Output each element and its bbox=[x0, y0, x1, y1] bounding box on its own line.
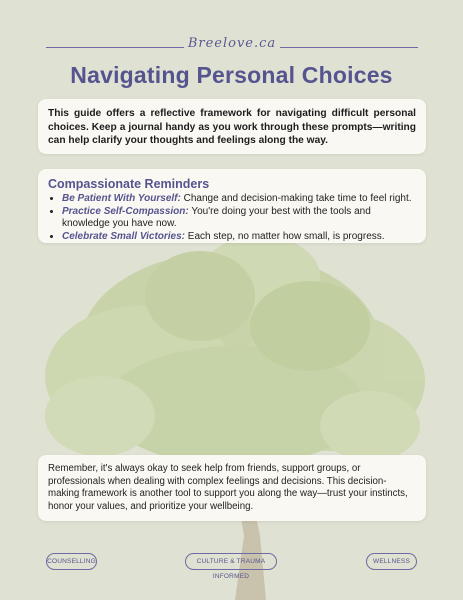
tree-illustration bbox=[30, 236, 430, 600]
reminder-text: You're doing your best with the tools and knowledge you have now. bbox=[62, 205, 371, 229]
tag-counselling[interactable]: COUNSELLING bbox=[46, 553, 97, 570]
list-item bbox=[62, 231, 416, 244]
intro-card bbox=[38, 99, 426, 154]
intro-text: This guide offers a reflective framework for navigating difficult personal choices. Keep a journal handy as you work through these prompts—writing can help clarify your thoughts and feelings along the way. bbox=[48, 108, 416, 146]
tag-wellness[interactable]: WELLNESS bbox=[366, 553, 417, 570]
list-item bbox=[62, 193, 416, 206]
list-item bbox=[62, 206, 416, 231]
reminders-list bbox=[48, 193, 416, 243]
reminder-label: Practice Self-Compassion: bbox=[62, 205, 189, 217]
brand-logo-text: Breelove.ca bbox=[187, 36, 277, 51]
page-title: Navigating Personal Choices bbox=[70, 62, 393, 88]
closing-card bbox=[38, 455, 426, 521]
reminder-text: Change and decision-making take time to feel right. bbox=[180, 193, 412, 204]
reminder-label: Be Patient With Yourself: bbox=[62, 193, 181, 204]
divider-right bbox=[280, 47, 418, 48]
reminders-title: Compassionate Reminders bbox=[48, 177, 210, 191]
brand-header bbox=[46, 36, 418, 58]
reminder-label: Celebrate Small Victories: bbox=[62, 230, 186, 242]
reminder-text: Each step, no matter how small, is progress. bbox=[185, 230, 385, 242]
closing-text: Remember, it's always okay to seek help from friends, support groups, or professionals when dealing with complex feelings and decisions. This decision-making framework is another tool to support you along the way—trust your instincts, honor your values, and prioritize your wellbeing. bbox=[48, 463, 408, 512]
reminders-card bbox=[38, 169, 426, 243]
tag-culture-trauma-informed[interactable]: CULTURE & TRAUMA INFORMED bbox=[185, 553, 277, 570]
